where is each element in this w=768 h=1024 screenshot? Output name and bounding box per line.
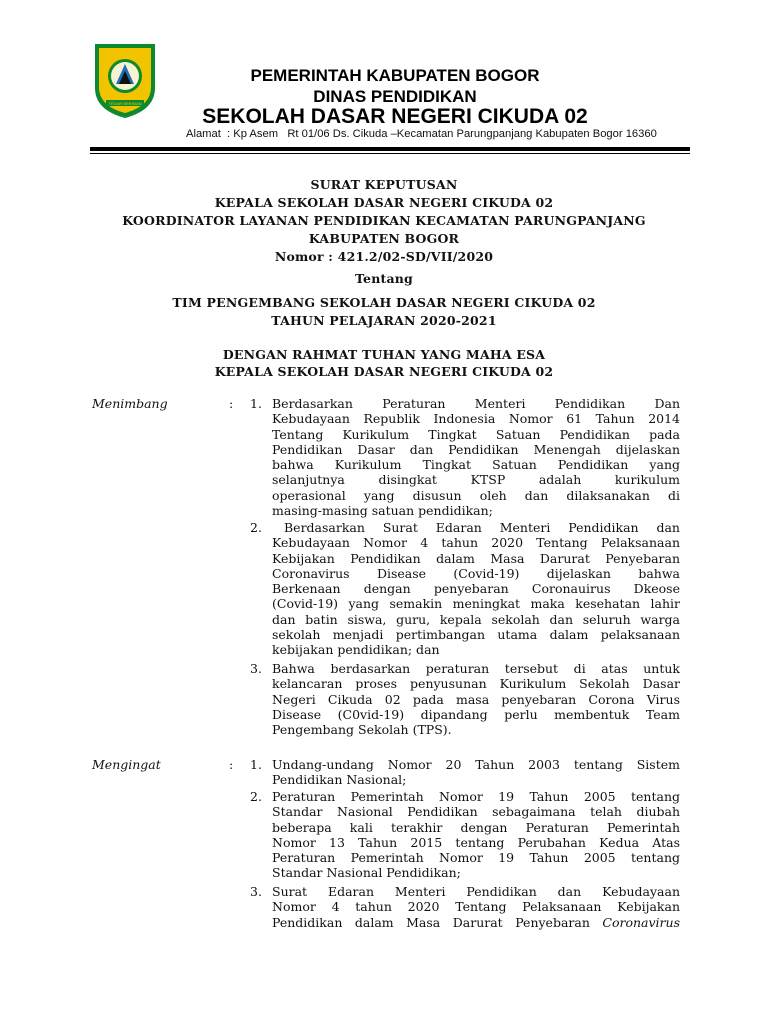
menimbang-item-3: [272, 661, 680, 737]
letterhead-divider-thin: [90, 153, 690, 154]
regency-emblem-logo: [92, 40, 158, 120]
text-line: Negeri Cikuda 02 pada masa penyebaran Corona Virus: [272, 691, 680, 707]
text-line: Kebudayaan Republik Indonesia Nomor 61 Tahun 2014: [272, 411, 680, 427]
decree-subject: TIM PENGEMBANG SEKOLAH DASAR NEGERI CIKUDA 02: [172, 295, 596, 310]
menimbang-colon: :: [229, 396, 234, 411]
decree-region: KABUPATEN BOGOR: [308, 231, 460, 246]
decree-title: SURAT KEPUTUSAN: [310, 177, 458, 192]
text-line: kebijakan pendidikan; dan: [272, 642, 440, 658]
text-line: Bahwa berdasarkan peraturan tersebut di atas untuk: [272, 661, 680, 676]
mengingat-item-number: 3.: [250, 884, 262, 899]
menimbang-item-1: [272, 396, 680, 518]
text-line: Coronavirus Disease (Covid-19) dijelaskan bahwa: [272, 565, 680, 581]
menimbang-label: Menimbang: [92, 396, 168, 411]
text-line: Disease (C0vid-19) dipandang perlu membentuk Team: [272, 706, 680, 722]
text-line: Kebijakan Pendidikan dalam Masa Darurat Penyebaran: [272, 550, 680, 566]
text-line: Standar Nasional Pendidikan;: [272, 865, 461, 881]
text-line: dan batin siswa, guru, kepala sekolah dan seluruh warga: [272, 611, 680, 627]
text-line: selanjutnya disingkat KTSP adalah kurikulum: [272, 472, 680, 488]
government-name: PEMERINTAH KABUPATEN BOGOR: [250, 66, 540, 85]
decree-number: Nomor : 421.2/02-SD/VII/2020: [274, 249, 494, 264]
decree-academic-year: TAHUN PELAJARAN 2020-2021: [271, 313, 497, 328]
text-line: Pendidikan Dasar dan Pendidikan Menengah dijelaskan: [272, 441, 680, 457]
text-line: [272, 915, 680, 930]
mengingat-item-2: [272, 789, 680, 881]
menimbang-item-number: 2.: [250, 520, 262, 535]
mengingat-item-number: 1.: [250, 757, 262, 772]
text-line: Nomor 13 Tahun 2015 tentang Perubahan Kedua Atas: [272, 834, 680, 850]
decree-issuer: KEPALA SEKOLAH DASAR NEGERI CIKUDA 02: [214, 195, 554, 210]
logo-motto: TEGAR BERIMAN: [108, 101, 142, 106]
menimbang-item-2: [272, 520, 680, 658]
text-line: sekolah menjadi pertimbangan utama dalam pelaksanaan: [272, 627, 680, 643]
department-name: DINAS PENDIDIKAN: [313, 87, 477, 106]
text-line: kelancaran proses penyusunan Kurikulum Sekolah Dasar: [272, 676, 680, 692]
text-line: Pengembang Sekolah (TPS).: [272, 722, 452, 738]
italic-term: Coronavirus: [602, 914, 680, 930]
menimbang-item-number: 1.: [250, 396, 262, 411]
text-line: masing-masing satuan pendidikan;: [272, 503, 493, 519]
text-line: Undang-undang Nomor 20 Tahun 2003 tentang Sistem: [272, 757, 680, 772]
text-line: Peraturan Pemerintah Nomor 19 Tahun 2005 tentang: [272, 789, 680, 804]
text-line: Peraturan Pemerintah Nomor 19 Tahun 2005 tentang: [272, 850, 680, 866]
mengingat-item-3: [272, 884, 680, 930]
text-line: Berdasarkan Surat Edaran Menteri Pendidikan dan: [284, 520, 680, 535]
text-line: Berdasarkan Peraturan Menteri Pendidikan Dan: [272, 396, 680, 411]
mengingat-label: Mengingat: [92, 757, 161, 772]
invocation-line: DENGAN RAHMAT TUHAN YANG MAHA ESA: [222, 347, 546, 362]
text-line: Berkenaan dengan penyebaran Coronauirus Dkeose: [272, 581, 680, 597]
decree-about-label: Tentang: [354, 271, 413, 286]
text-line: beberapa kali terakhir dengan Peraturan Pemerintah: [272, 819, 680, 835]
mengingat-colon: :: [229, 757, 234, 772]
text-line: bahwa Kurikulum Tingkat Satuan Pendidikan yang: [272, 457, 680, 473]
school-address: Alamat : Kp Asem Rt 01/06 Ds. Cikuda –Kecamatan Parungpanjang Kabupaten Bogor 16360: [186, 128, 657, 140]
school-name: SEKOLAH DASAR NEGERI CIKUDA 02: [202, 105, 588, 128]
text-line: Surat Edaran Menteri Pendidikan dan Kebudayaan: [272, 884, 680, 899]
text-line: Pendidikan Nasional;: [272, 772, 407, 788]
menimbang-item-number: 3.: [250, 661, 262, 676]
decree-issuer-role: KOORDINATOR LAYANAN PENDIDIKAN KECAMATAN PARUNGPANJANG: [122, 213, 646, 228]
letterhead-divider: [90, 147, 690, 151]
mengingat-item-1: [272, 757, 680, 788]
invocation-issuer: KEPALA SEKOLAH DASAR NEGERI CIKUDA 02: [214, 364, 554, 379]
text-line: Kebudayaan Nomor 4 tahun 2020 Tentang Pelaksanaan: [272, 535, 680, 551]
text-segment: Pendidikan dalam Masa Darurat Penyebaran: [272, 914, 603, 930]
text-line: Nomor 4 tahun 2020 Tentang Pelaksanaan Kebijakan: [272, 899, 680, 915]
text-line: Standar Nasional Pendidikan sebagaimana telah diubah: [272, 804, 680, 820]
text-line: (Covid-19) yang semakin meningkat maka kesehatan lahir: [272, 596, 680, 612]
text-line: operasional yang disusun oleh dan dilaksanakan di: [272, 487, 680, 503]
text-line: Tentang Kurikulum Tingkat Satuan Pendidikan pada: [272, 426, 680, 442]
mengingat-item-number: 2.: [250, 789, 262, 804]
